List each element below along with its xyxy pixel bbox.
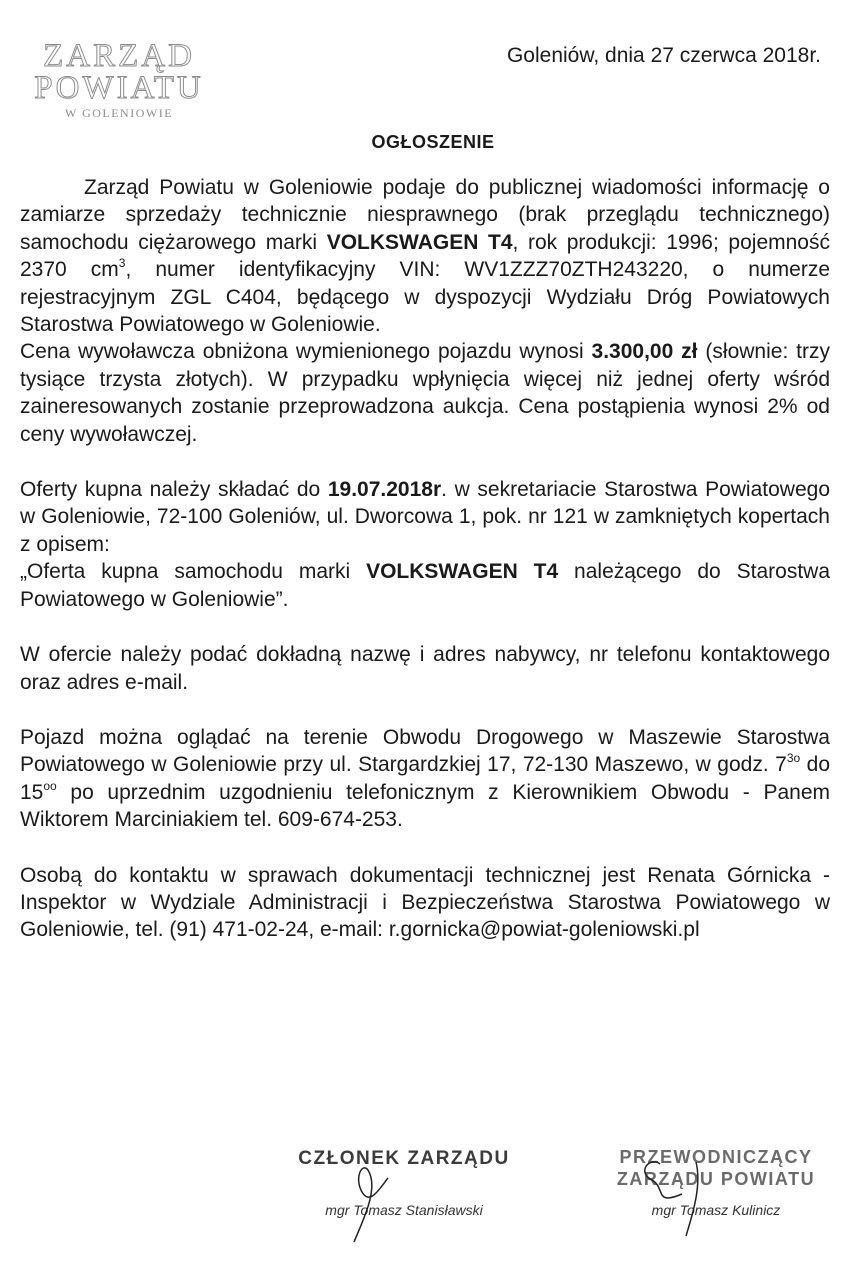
superscript: 3 (118, 256, 126, 271)
superscript: 3o (786, 751, 801, 766)
paragraph-contact: Osobą do kontaktu w sprawach dokumentacji technicznej jest Renata Górnicka - Inspektor w Wydziale Administracji i Bezpieczeństwa Starostwa Powiatowego w Goleniowie, tel. (91) 471-02-24, e-mail: r.gornicka@powiat-goleniowski.pl (20, 863, 830, 942)
signature-role: CZŁONEK ZARZĄDU (298, 1148, 510, 1169)
paragraph-vehicle (20, 174, 830, 338)
vehicle-brand: VOLKSWAGEN T4 (326, 230, 513, 254)
text: po uprzednim uzgodnieniu telefonicznym z Kierownikiem Obwodu - Panem Wiktorem Marciniakiem tel. 609-674-253. (20, 780, 830, 832)
signature-chairman (596, 1146, 836, 1218)
text: Cena wywoławcza obniżona wymienionego pojazdu wynosi (20, 340, 592, 364)
starting-price: 3.300,00 zł (591, 340, 698, 364)
text: , numer identyfikacyjny VIN: WV1ZZZ70ZTH243220, o numerze rejestracyjnym ZGL C404, będącego w dyspozycji Wydziału Dróg Powiatowych Starostwa Powiatowego w Goleniowie. (20, 258, 830, 337)
vehicle-brand: VOLKSWAGEN T4 (366, 560, 559, 584)
paragraph-offers (20, 476, 830, 613)
handwritten-signature (596, 1146, 836, 1246)
place-and-date: Goleniów, dnia 27 czerwca 2018r. (506, 44, 821, 67)
text: „Oferta kupna samochodu marki (20, 560, 367, 584)
document-body (20, 174, 830, 944)
text: należącego do Starostwa Powiatowego w Goleniowie”. (20, 560, 830, 611)
text: Oferty kupna należy składać do (20, 478, 328, 502)
signature-role-line-2: ZARZĄDU POWIATU (616, 1169, 816, 1189)
paragraph-offer-contents: W ofercie należy podać dokładną nazwę i adres nabywcy, nr telefonu kontaktowego oraz adres e-mail. (20, 643, 830, 694)
offer-deadline: 19.07.2018r (327, 478, 442, 502)
signature-name: mgr Tomasz Stanisławski (325, 1202, 483, 1218)
paragraph-price (20, 338, 830, 448)
text: , rok produkcji: 1996; pojemność 2370 cm (20, 230, 830, 282)
county-board-stamp (24, 40, 214, 121)
stamp-line-1: ZARZĄD (43, 38, 195, 74)
text: do 15 (20, 753, 830, 804)
handwritten-signature (284, 1148, 524, 1248)
document-title: OGŁOSZENIE (371, 132, 495, 152)
text: . w sekretariacie Starostwa Powiatowego w Goleniowie, 72-100 Goleniów, ul. Dworcowa 1, pok. nr 121 w zamkniętych kopertach z opisem: (20, 478, 830, 556)
text: Zarząd Powiatu w Goleniowie podaje do publicznej wiadomości informację o zamiarze sprzedaży technicznie niesprawnego (brak przeglądu technicznego) samochodu ciężarowego marki (20, 176, 830, 254)
stamp-line-3: W GOLENIOWIE (64, 106, 174, 120)
stamp-line-2: POWIATU (34, 70, 204, 106)
signature-board-member (284, 1148, 524, 1218)
signature-role-line-1: PRZEWODNICZĄCY (619, 1147, 813, 1167)
superscript: oo (43, 778, 57, 793)
paragraph-viewing (20, 724, 830, 834)
text: (słownie: trzy tysiące trzysta złotych). W przypadku wpłynięcia więcej niż jednej oferty wśród zaineresowanych zostanie przeprowadzona aukcja. Cena postąpienia wynosi 2% od ceny wywoławczej. (20, 340, 830, 446)
signature-name: mgr Tomasz Kulinicz (651, 1202, 781, 1218)
text: Pojazd można oglądać na terenie Obwodu Drogowego w Maszewie Starostwa Powiatowego w Goleniowie przy ul. Stargardzkiej 17, 72-130 Maszewo, w godz. 7 (20, 725, 830, 777)
